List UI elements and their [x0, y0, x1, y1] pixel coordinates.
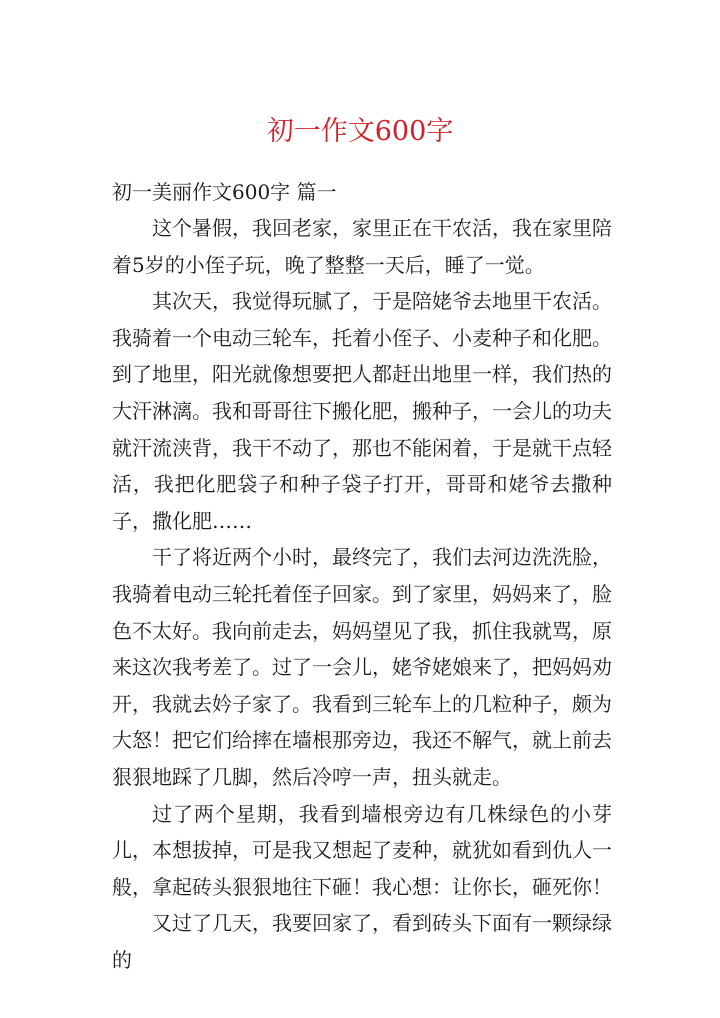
- document-subtitle: 初一美丽作文600字 篇一: [112, 180, 337, 204]
- paragraph-3: 干了将近两个小时，最终完了，我们去河边洗洗脸，我骑着电动三轮托着侄子回家。到了家里，妈妈来了，脸色不太好。我向前走去，妈妈望见了我，抓住我就骂，原来这次我考差了。过了一会儿，姥爷姥娘来了，把妈妈劝开，我就去妗子家了。我看到三轮车上的几粒种子，颇为大怒！把它们给摔在墙根那旁边，我还不解气，就上前去狠狠地踩了几脚，然后冷哼一声，扭头就走。: [112, 545, 612, 789]
- paragraph-2: 其次天，我觉得玩腻了，于是陪姥爷去地里干农活。我骑着一个电动三轮车，托着小侄子、小麦种子和化肥。到了地里，阳光就像想要把人都赶出地里一样，我们热的大汗淋漓。我和哥哥往下搬化肥，搬种子，一会儿的功夫就汗流浃背，我干不动了，那也不能闲着，于是就干点轻活，我把化肥袋子和种子袋子打开，哥哥和姥爷去撒种子，撒化肥……: [112, 289, 612, 533]
- paragraph-1: 这个暑假，我回老家，家里正在干农活，我在家里陪着5岁的小侄子玩，晚了整整一天后，睡了一觉。: [112, 216, 612, 277]
- document-body: [112, 210, 612, 978]
- paragraph-5: 又过了几天，我要回家了，看到砖头下面有一颗绿绿的: [112, 911, 612, 972]
- paragraph-4: 过了两个星期，我看到墙根旁边有几株绿色的小芽儿，本想拔掉，可是我又想起了麦种，就犹如看到仇人一般，拿起砖头狠狠地往下砸！我心想：让你长，砸死你！: [112, 801, 612, 899]
- document-title: 初一作文600字: [266, 116, 454, 147]
